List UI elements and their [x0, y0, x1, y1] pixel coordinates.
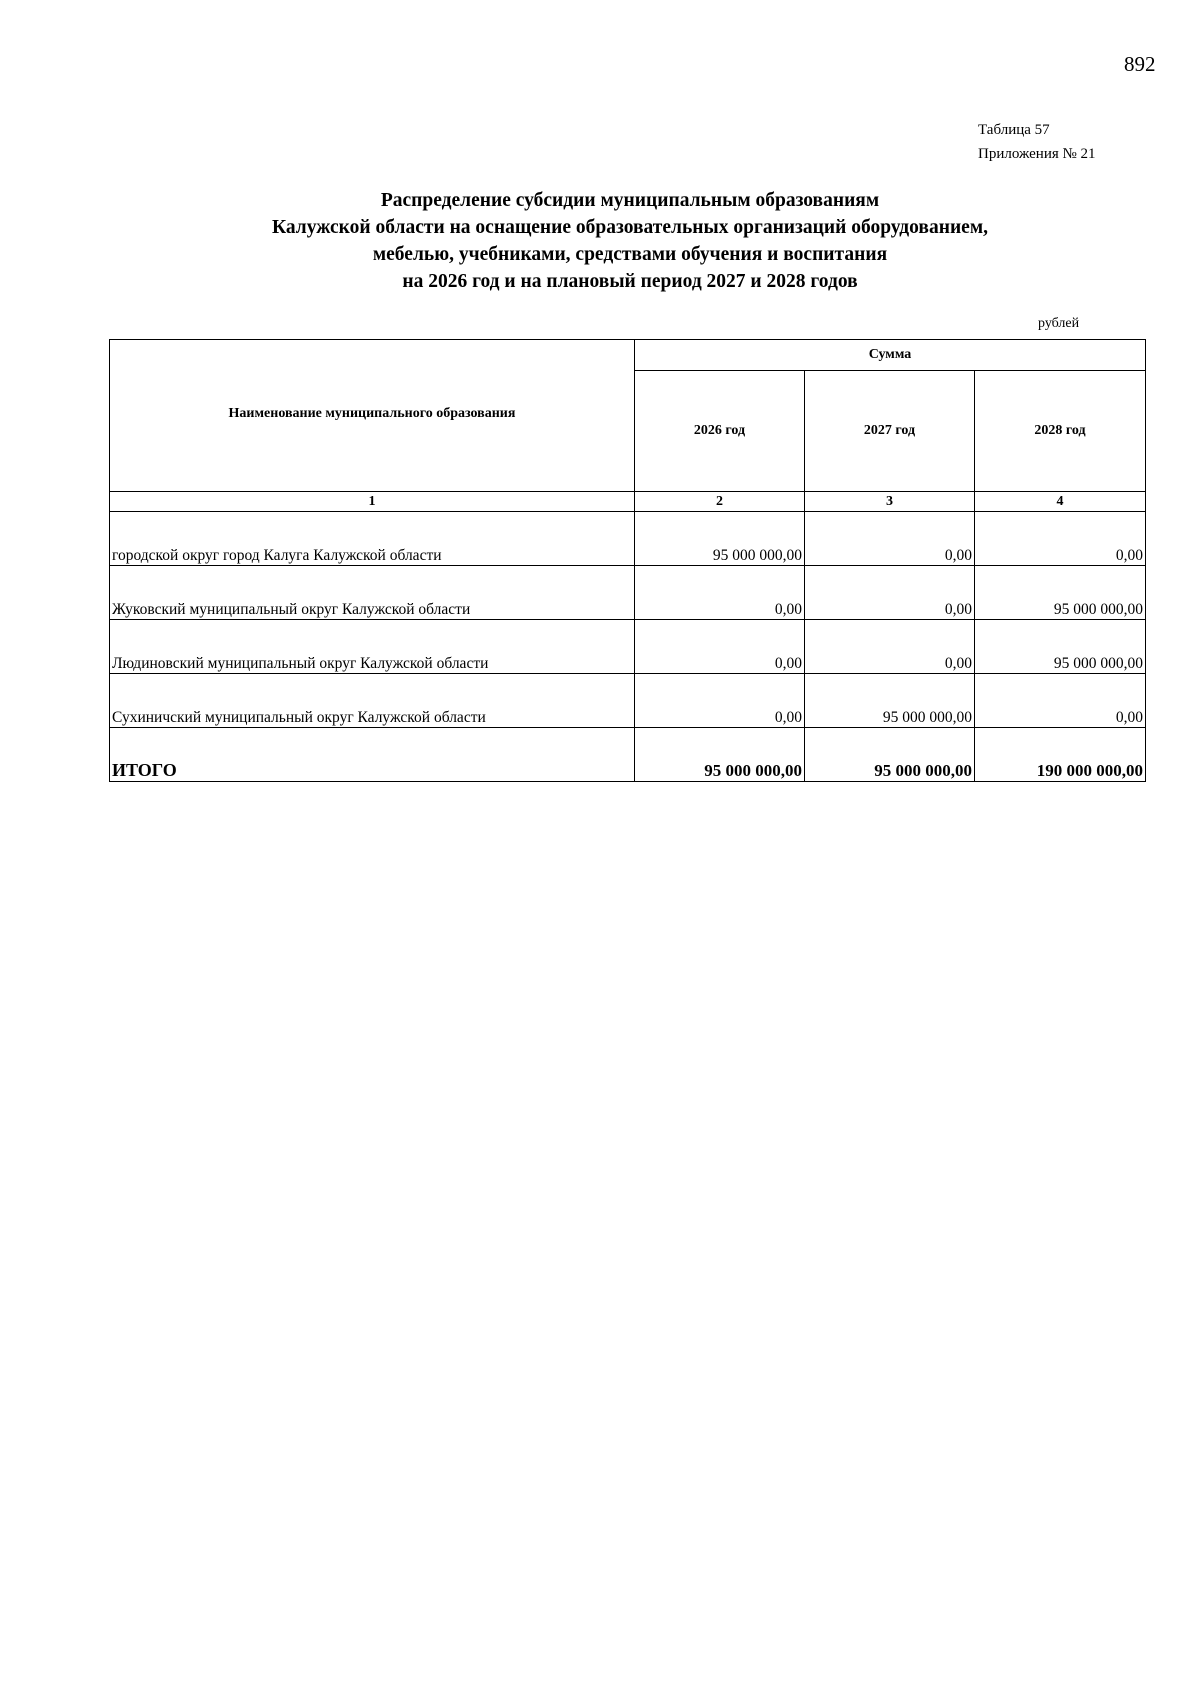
row-value-2026: 0,00	[635, 620, 805, 674]
table-row	[110, 674, 1146, 728]
title-line3: мебелью, учебниками, средствами обучения и воспитания	[372, 244, 888, 265]
row-value-2027: 0,00	[805, 512, 975, 566]
title-line2: Калужской области на оснащение образовательных организаций оборудованием,	[272, 217, 988, 238]
row-value-2026: 95 000 000,00	[635, 512, 805, 566]
header-year-2026: 2026 год	[635, 371, 805, 492]
header-sum: Сумма	[635, 340, 1146, 371]
row-value-2028: 95 000 000,00	[975, 566, 1146, 620]
table-row	[110, 512, 1146, 566]
total-value-2028: 190 000 000,00	[975, 728, 1146, 782]
total-row	[110, 728, 1146, 782]
column-number-2: 2	[635, 492, 805, 512]
row-municipality-name: Сухиничский муниципальный округ Калужской области	[110, 674, 635, 728]
subsidy-table	[109, 339, 1146, 782]
header-municipality-name: Наименование муниципального образования	[110, 340, 635, 492]
header-year-2027: 2027 год	[805, 371, 975, 492]
table-reference-line1: Таблица 57	[978, 122, 1050, 138]
row-value-2028: 95 000 000,00	[975, 620, 1146, 674]
header-year-2028: 2028 год	[975, 371, 1146, 492]
total-label: ИТОГО	[110, 728, 635, 782]
row-value-2026: 0,00	[635, 674, 805, 728]
row-municipality-name: Жуковский муниципальный округ Калужской области	[110, 566, 635, 620]
table-reference	[978, 118, 1096, 166]
title-line4: на 2026 год и на плановый период 2027 и 2028 годов	[402, 271, 858, 292]
table-row	[110, 620, 1146, 674]
total-value-2027: 95 000 000,00	[805, 728, 975, 782]
table-row	[110, 566, 1146, 620]
row-value-2028: 0,00	[975, 674, 1146, 728]
unit-label: рублей	[1038, 316, 1080, 331]
row-value-2026: 0,00	[635, 566, 805, 620]
row-value-2027: 0,00	[805, 620, 975, 674]
page-number: 892	[1124, 52, 1156, 76]
row-value-2028: 0,00	[975, 512, 1146, 566]
column-number-4: 4	[975, 492, 1146, 512]
title-line1: Распределение субсидии муниципальным образованиям	[380, 190, 880, 211]
row-municipality-name: городской округ город Калуга Калужской области	[110, 512, 635, 566]
row-value-2027: 0,00	[805, 566, 975, 620]
row-value-2027: 95 000 000,00	[805, 674, 975, 728]
row-municipality-name: Людиновский муниципальный округ Калужской области	[110, 620, 635, 674]
column-number-1: 1	[110, 492, 635, 512]
table-reference-line2: Приложения № 21	[978, 146, 1096, 162]
total-value-2026: 95 000 000,00	[635, 728, 805, 782]
document-title	[80, 187, 1180, 295]
column-number-3: 3	[805, 492, 975, 512]
